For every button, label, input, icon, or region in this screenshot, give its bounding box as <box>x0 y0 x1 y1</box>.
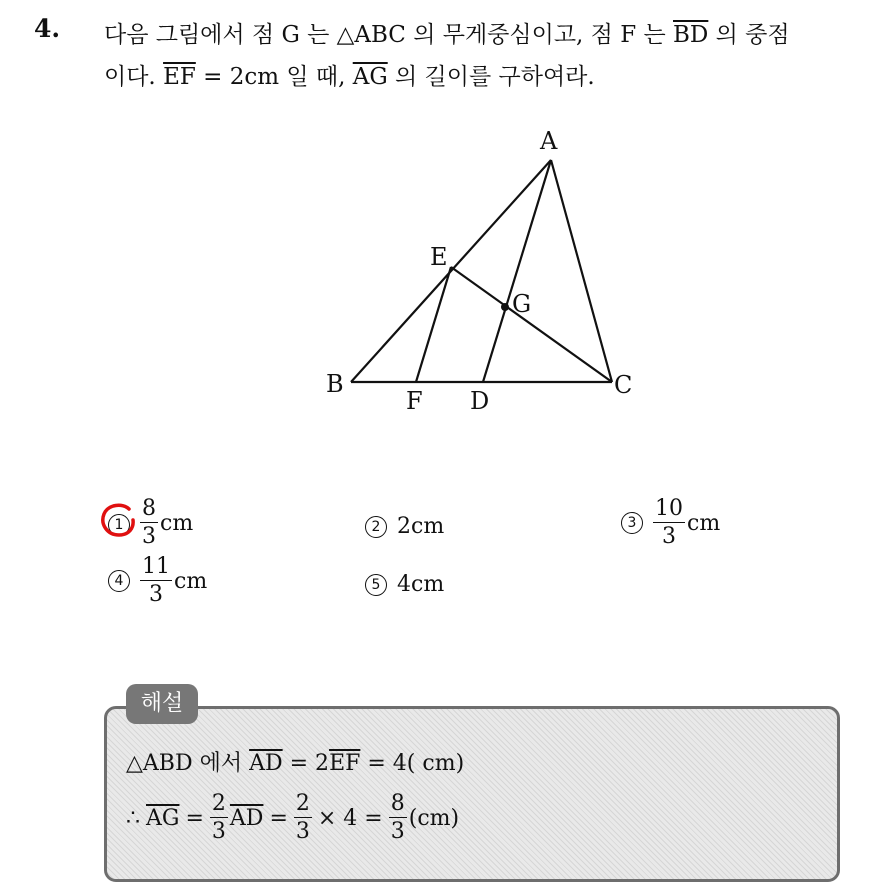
segment-ad: $\overline{AD}$ <box>249 751 283 776</box>
solution-unit: (cm) <box>408 805 460 831</box>
question-text: 의 중점 <box>708 22 790 48</box>
option-mark-3: 3 <box>621 512 643 534</box>
triangle-figure <box>300 115 680 425</box>
option-1-fraction: $\frac{8}{3}$ <box>142 496 156 549</box>
solution-text: = 4( cm) <box>360 751 465 776</box>
question-number: 4. <box>34 14 61 43</box>
segment-ad: $\overline{AD}$ <box>229 805 264 831</box>
label-a: A <box>540 127 558 155</box>
equals-sign: = <box>269 805 288 831</box>
side-ac <box>551 160 612 382</box>
solution-tag: 해설 <box>126 684 198 724</box>
option-mark-2: 2 <box>365 516 387 538</box>
median-ad <box>483 160 551 382</box>
option-4-unit: cm <box>174 568 208 594</box>
solution-line-1 <box>126 746 464 777</box>
fraction-2-3: $\frac{2}{3}$ <box>295 791 310 844</box>
segment-ef-line <box>416 267 451 382</box>
option-4[interactable] <box>108 556 207 606</box>
equals-sign: = <box>185 805 204 831</box>
answer-circle-icon <box>99 502 139 540</box>
label-d: D <box>470 387 490 415</box>
fraction-2-3: $\frac{2}{3}$ <box>211 791 226 844</box>
solution-text: △ABD 에서 <box>126 751 250 776</box>
option-3-unit: cm <box>687 510 721 536</box>
option-3[interactable] <box>621 498 720 548</box>
label-g: G <box>512 290 532 318</box>
option-mark-4: 4 <box>108 570 130 592</box>
question-text: 다음 그림에서 점 G 는 △ABC 의 무게중심이고, 점 F 는 <box>104 22 673 48</box>
option-mark-1: 1 <box>108 514 130 536</box>
segment-ag: $\overline{AG}$ <box>352 64 388 90</box>
segment-bd: $\overline{BD}$ <box>673 22 709 48</box>
side-ab <box>351 160 551 382</box>
option-2-text: 2cm <box>397 514 445 539</box>
solution-line-2 <box>126 793 459 843</box>
option-4-fraction: $\frac{11}{3}$ <box>142 554 170 607</box>
label-e: E <box>430 243 448 271</box>
centroid-point <box>501 303 509 311</box>
question-line-2 <box>104 58 595 91</box>
label-b: B <box>326 370 344 398</box>
label-c: C <box>614 371 633 399</box>
option-1[interactable] <box>108 498 193 548</box>
question-text: = 2cm 일 때, <box>195 64 353 90</box>
label-f: F <box>406 387 423 415</box>
option-5-text: 4cm <box>397 572 445 597</box>
option-3-fraction: $\frac{10}{3}$ <box>655 496 683 549</box>
fraction-8-3: $\frac{8}{3}$ <box>390 791 405 844</box>
question-text: 의 길이를 구하여라. <box>387 64 595 90</box>
median-ce <box>451 267 612 382</box>
option-2[interactable] <box>365 514 444 539</box>
solution-text: = 2 <box>282 751 330 776</box>
segment-ef: $\overline{EF}$ <box>329 751 361 776</box>
question-line-1 <box>104 16 790 49</box>
question-text: 이다. <box>104 64 164 90</box>
option-1-unit: cm <box>160 510 194 536</box>
option-mark-5: 5 <box>365 574 387 596</box>
option-5[interactable] <box>365 572 444 597</box>
therefore-symbol: ∴ <box>126 805 140 831</box>
times-four: × 4 = <box>317 805 383 831</box>
segment-ef: $\overline{EF}$ <box>163 64 196 90</box>
segment-ag: $\overline{AG}$ <box>146 805 180 831</box>
